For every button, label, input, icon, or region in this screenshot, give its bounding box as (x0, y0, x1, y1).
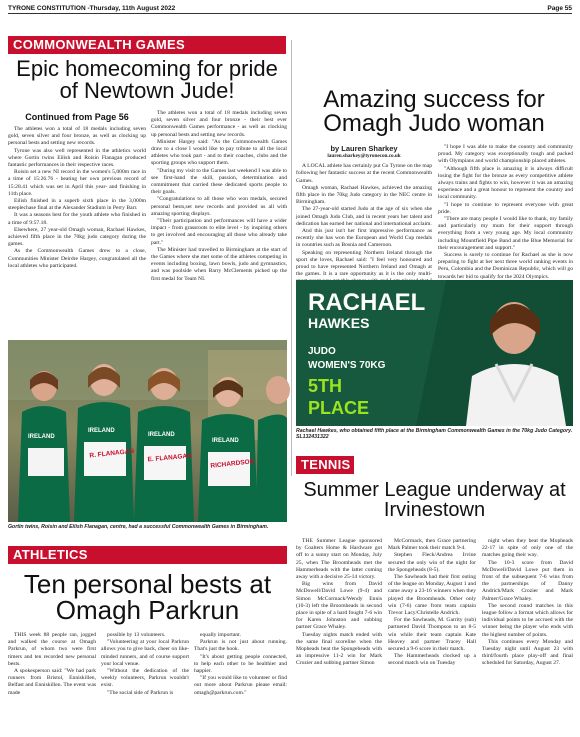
article-paragraph: equally important. (200, 632, 242, 638)
column-divider (291, 40, 292, 476)
article-paragraph: The Hammerheads clocked up a second match win on Tuesday (388, 653, 476, 667)
article-column (296, 144, 432, 278)
article-paragraph: "It's about getting people connected, to help each other to be healthier and happier. (194, 653, 287, 675)
kit-text: IRELAND (88, 428, 115, 434)
article-paragraph: "During my visit to the Games last weekend I was able to see first-hand the skill, passion, determination and commitment that carried these dedicated sports people to their goals. (151, 167, 287, 196)
page-number: Page 55 (547, 4, 572, 12)
article-paragraph: Parkrun is not just about running. That's just the hook. (194, 639, 287, 653)
article-paragraph: For the Sawheads, M. Garrity (sub) partnered David Thompson to an 8-5 win while their team captain Kate Heavey and partner Tracey Hall secured a 9-6 score in their match. (388, 617, 476, 653)
article-paragraph: The athletes won a total of 18 medals including seven gold, seven silver and four bronze - their best ever Commonwealth Games performance - as well as clocking up personal bests and setting new records. (151, 110, 287, 138)
article-column (8, 632, 96, 732)
section-label: ATHLETICS (13, 547, 88, 562)
author-email: lauren.sharkey@tyronecon.co.uk (327, 153, 401, 159)
article-paragraph: And this just isn't her first impressive performance as recently she has won the European and World Cup medals in countries such as Bosnia and Cameroon. (296, 228, 432, 249)
article-paragraph: This continues every Monday and Tuesday night until August 23 with third/fourth place play-off and final scheduled for Saturday, August 27. (482, 638, 573, 667)
article-paragraph: A spokesperson said: "We had park runners from Bristol, Enniskillen, Belfast and Enniskillen. The event was made (8, 668, 96, 696)
article-paragraph: Speaking on representing Northern Ireland through the sport she loves, Rachael said: "I feel very honoured and proud to have represented Northern Ireland and Omagh at the games. It is a rare opportunity as it is the only multi- (296, 249, 432, 278)
headline-commonwealth: Epic homecoming for pride of Newtown Jude! (16, 56, 278, 103)
article-paragraph: Tyrone was also well represented in the athletics world where Gortin twins Eilish and Roisin Flanagan produced fantastic performances in their respective races. (8, 147, 146, 169)
article-column (194, 632, 287, 732)
category-label: WOMEN'S 70KG (308, 360, 386, 371)
article-paragraph: "Volunteering at your local Parkrun allows you to give back, cheer on like-minded runners, and of course support your local venue. (101, 639, 189, 667)
article-paragraph: The 27-year-old started Judo at the age of six when she joined Omagh Judo Club, and in recent years her talent and dedication has earned her national and international acclaim. (296, 206, 432, 227)
article-paragraph: The 10-3 score from David McDowell/David Lowe put them in front of the subsequent 7-6 wins from the partnerships of Danny Andrich/Mark Crozier and Mark Palmer/Grace Whaley. (482, 559, 573, 602)
article-paragraph: "Congratulations to all those who won medals, secured personal bests,set new records and provided us all with amazing sporting displays. (151, 196, 287, 217)
article-column (296, 538, 382, 732)
bib-name: R. FLANAGAN (89, 447, 135, 460)
article-paragraph: possible by 13 volunteers. (107, 632, 166, 638)
article-paragraph: "There are many people I would like to thank, my family and particularly my mum for their support through everything from a very young age. My local community including Mountfield Pipe Band and the Blue Memorial for their encouragement and support." (438, 216, 573, 251)
kit-text: IRELAND (28, 434, 55, 440)
kit-text: IRELAND (212, 438, 239, 444)
article-paragraph: Tuesday nights match ended with the same final scoreline when the Mopheads beat the Spongeheads with an impressive 11-2 win for Mark Crozier and subbing partner Simon (296, 631, 382, 667)
article-paragraph: night when they beat the Mopheads 22-17 in spite of only one of the matches going their way. (482, 538, 573, 559)
article-column (151, 110, 287, 338)
article-paragraph: "If you would like to volunteer or find out more about Parkrun please email: omagh@parkrun.com." (194, 675, 287, 696)
article-paragraph: "I hope I was able to make the country and community proud. My category was exceptionally tough and packed with Olympians and world championship placed athletes. (438, 144, 573, 165)
article-column (388, 538, 476, 732)
byline: by Lauren Sharkey (330, 144, 398, 153)
article-column (8, 110, 146, 338)
masthead-left: TYRONE CONSTITUTION -Thursday, 11th August 2022 (8, 4, 176, 12)
article-paragraph: The second round matches in this league follow a format which allows for individual points to be accrued with the winner being the player who ends with the highest number of points. (482, 602, 573, 638)
article-paragraph: As the Commonwealth Games drew to a close, Communities Minister Deirdre Hargey, congratulated all the local athletes who participated. (8, 248, 146, 269)
bib-name: RICHARDSON (210, 458, 255, 470)
article-paragraph: A LOCAL athlete has certainly put Co Tyrone on the map following her fantastic success at the recent Commonwealth Games. (296, 163, 432, 184)
article-paragraph: It was a seasons best for the youth athlete who finished in a time of 9:57.18. (8, 212, 146, 226)
article-paragraph: Omagh woman, Rachael Hawkes, achieved the amazing fifth place in the 70kg Judo category in the NEC centre in Birmingham. (296, 184, 432, 206)
article-paragraph: Success is surely to continue for Rachael as she is now preparing to fight at her next three world ranking events in Peru, Colombia and the Dominican Republic, which will go towards her bid to qualify for the 2024 Olympics. (438, 252, 573, 280)
article-paragraph: McCormack, then Grace partnering Mark Palmer took their match 9-4. (388, 538, 476, 552)
photo-caption: Gortin twins, Roisin and Eilish Flanagan, centre, had a successful Commonwealth Games in Birmingham. (8, 524, 269, 530)
section-label: COMMONWEALTH GAMES (13, 37, 185, 52)
article-column (482, 538, 573, 732)
article-paragraph: "Although fifth place is amazing it is always difficult losing the fight for the bronze as every competitive athlete always trains and fights to win, however it was an amazing experience and a great honour to represent the country and local community. (438, 165, 573, 201)
article-paragraph: "Without the dedication of the weekly volunteers, Parkrun wouldn't exist. (101, 668, 189, 689)
sport-label: JUDO (308, 346, 336, 357)
article-paragraph: Minister Hargey said: "As the Commonwealth Games draw to a close I would like to pay tribute to all the local athletes who took part - and to their coaches, clubs and the sporting groups who support them. (151, 138, 287, 167)
article-paragraph: Elsewhere, 27 year-old Omagh woman, Rachael Hawkes, achieved fifth place in the 70kg judo category during the games. (8, 226, 146, 248)
article-paragraph: The athletes won a total of 18 medals including seven gold, seven silver and four bronze, as well as clocking up personal bests and setting new records. (8, 126, 146, 147)
section-bar-tennis (296, 456, 354, 474)
headline-tennis: Summer League underway at Irvinestown (303, 479, 566, 521)
headline-athletics: Ten personal bests at Omagh Parkrun (23, 569, 272, 625)
athlete-first-name: RACHAEL (308, 289, 426, 316)
article-paragraph: THIS week 88 people ran, jogged and walked the course at Omagh Parkrun, of whom two were first timers and ten recorded new personal bests. (8, 632, 96, 667)
article-paragraph: THE Summer League sponsored by Coalters Home & Hardware got off to a sunny start on Monday, July 25, when The Broomheads met the Hammerheads with the latter coming away with a decisive 25-14 victory. (296, 538, 382, 581)
section-bar-athletics (8, 546, 287, 564)
masthead-rule (8, 13, 572, 14)
article-paragraph: Big wins from David McDowell/David Lowe (9-4) and Simon McCormack/Wendy Ennis (10-3) left the Broomheads in second place in spite of a hard fought 7-6 win for Karen Johnston and subbing partner Grace Whaley. (296, 581, 382, 631)
bib-name: E. FLANAGAN (147, 452, 193, 464)
section-bar-commonwealth (8, 36, 286, 54)
article-paragraph: Eilish finished in a superb sixth place in the 3,000m steeplechase final at the Alexander Stadium in Perry Barr. (8, 198, 146, 212)
rachael-hawkes-graphic (296, 280, 573, 426)
kit-text: IRELAND (148, 432, 175, 438)
article-column (101, 632, 189, 732)
article-paragraph: "Their participation and performances will have a wider impact - from grassroots to elite level - by inspiring others to get involved and encouraging all those who already take part." (151, 218, 287, 246)
article-paragraph: The Minister had travelled to Birmingham at the start of the Games where she met some of the athletes competing in events including boxing, lawn bowls, judo and gymnastics, and was poolside when Barry McClements picked up the first medal for Team NI. (151, 246, 287, 282)
article-column (438, 144, 573, 280)
article-paragraph: "The social side of Parkrun is (107, 689, 174, 696)
runners-photo (8, 340, 287, 522)
athlete-last-name: HAWKES (308, 315, 370, 331)
continued-from: Continued from Page 56 (25, 112, 129, 122)
article-paragraph: Roisin set a new NI record in the women's 5,000m race in a time of 15:26.76 - beating her own previous record of 15:28.41 which was set in April this year- and finishing in 11th place. (8, 169, 146, 197)
article-paragraph: "I hope to continue to represent everyone with great pride. (438, 201, 573, 215)
section-label: TENNIS (301, 457, 351, 472)
article-paragraph: The Sawheads had their first outing of the league on Monday, August 1 and came away a 23-16 winners when they played the Broomheads. Other only win (7-6) came from team captain Trevor Lacy/Christelle Andrich. (388, 574, 476, 617)
runners-illustration (8, 340, 287, 522)
result-line-2: PLACE (308, 398, 370, 418)
headline-judo: Amazing success for Omagh Judo woman (323, 86, 545, 137)
graphic-caption: Rachael Hawkes, who obtained fifth place at the Birmingham Commonwealth Games in the 70kg Judo Category. SL132431322 (296, 428, 573, 441)
article-paragraph: Stephen Fleck/Andrea Irvine secured the only win of the night for the Spongeheads (8-5). (388, 552, 476, 573)
result-line-1: 5TH (308, 376, 343, 396)
